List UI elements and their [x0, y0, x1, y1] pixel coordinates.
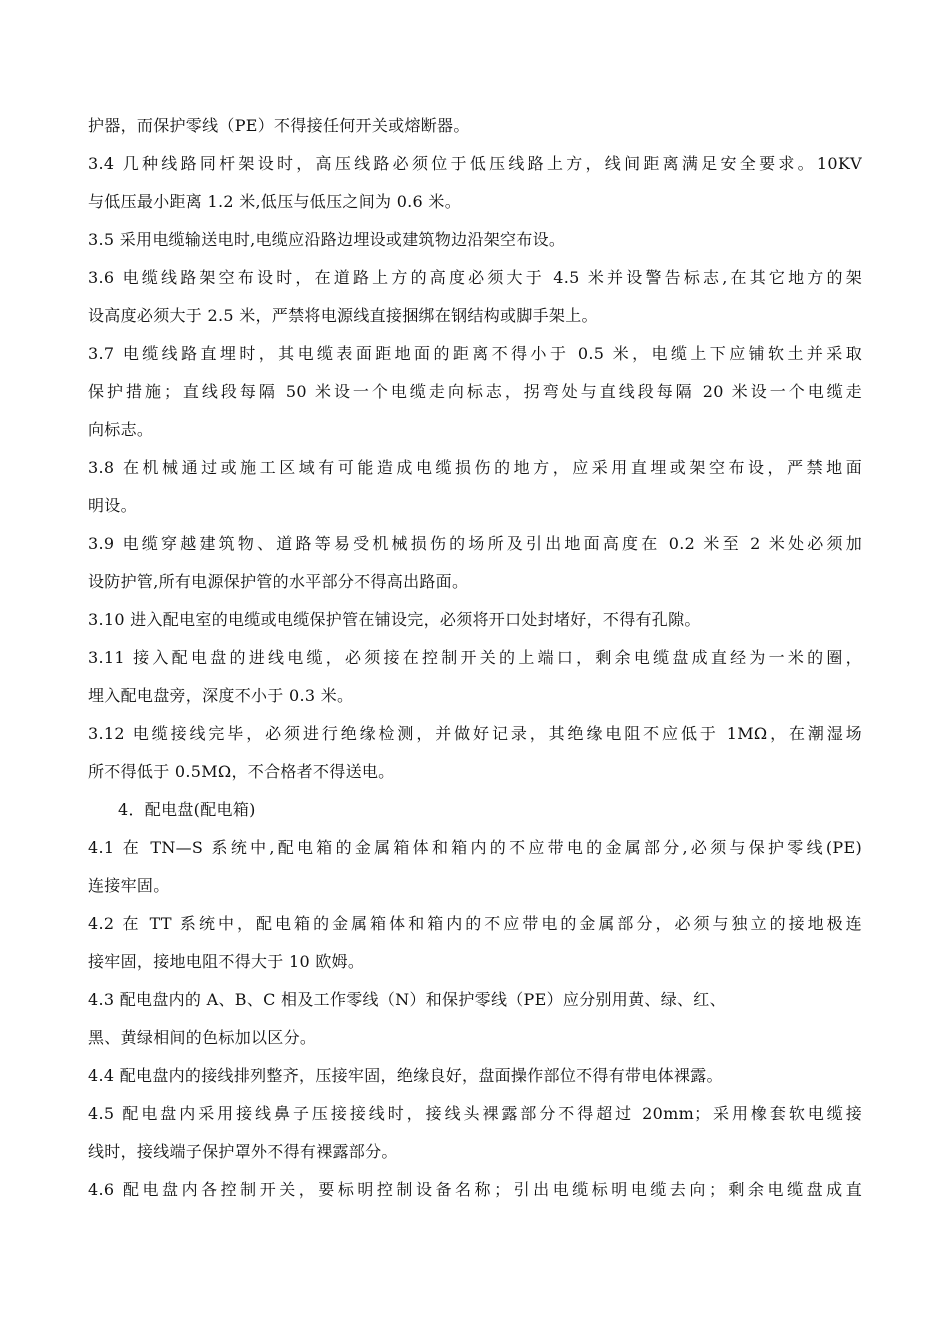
text-line: 3.11 接入配电盘的进线电缆，必须接在控制开关的上端口，剩余电缆盘成直经为一米的圈， [88, 648, 862, 667]
text-line: 与低压最小距离 1.2 米,低压与低压之间为 0.6 米。 [88, 192, 462, 211]
text-line: 4.4 配电盘内的接线排列整齐，压接牢固，绝缘良好，盘面操作部位不得有带电体裸露。 [88, 1066, 723, 1085]
text-line: 3.12 电缆接线完毕，必须进行绝缘检测，并做好记录，其绝缘电阻不应低于 1MΩ，在潮湿场 [88, 724, 862, 743]
text-line: 黑、黄绿相间的色标加以区分。 [88, 1028, 317, 1047]
text-line: 4.3 配电盘内的 A、B、C 相及工作零线（N）和保护零线（PE）应分别用黄、绿、红、 [88, 990, 726, 1009]
text-line: 线时，接线端子保护罩外不得有裸露部分。 [88, 1142, 398, 1161]
text-line: 保护措施；直线段每隔 50 米设一个电缆走向标志，拐弯处与直线段每隔 20 米设一个电缆走 [88, 382, 862, 401]
text-line: 向标志。 [88, 420, 154, 439]
text-line: 设高度必须大于 2.5 米，严禁将电源线直接捆绑在钢结构或脚手架上。 [88, 306, 598, 325]
text-line: 设防护管,所有电源保护管的水平部分不得高出路面。 [88, 572, 469, 591]
text-line: 3.8 在机械通过或施工区域有可能造成电缆损伤的地方，应采用直埋或架空布设，严禁地面 [88, 458, 862, 477]
text-line: 3.4 几种线路同杆架设时，高压线路必须位于低压线路上方，线间距离满足安全要求。10KV [88, 154, 862, 173]
text-line: 3.7 电缆线路直埋时，其电缆表面距地面的距离不得小于 0.5 米，电缆上下应铺软土并采取 [88, 344, 862, 363]
text-line: 3.10 进入配电室的电缆或电缆保护管在铺设完，必须将开口处封堵好，不得有孔隙。 [88, 610, 701, 629]
text-line: 连接牢固。 [88, 876, 170, 895]
text-line: 4.2 在 TT 系统中，配电箱的金属箱体和箱内的不应带电的金属部分，必须与独立的接地极连 [88, 914, 862, 933]
text-line: 4.1 在 TN—S 系统中,配电箱的金属箱体和箱内的不应带电的金属部分,必须与保护零线(PE) [88, 838, 862, 857]
text-line: 明设。 [88, 496, 137, 515]
text-line: 所不得低于 0.5MΩ，不合格者不得送电。 [88, 762, 395, 781]
section-heading: 4．配电盘(配电箱) [118, 800, 256, 819]
text-line: 接牢固，接地电阻不得大于 10 欧姆。 [88, 952, 365, 971]
text-line: 3.9 电缆穿越建筑物、道路等易受机械损伤的场所及引出地面高度在 0.2 米至 2 米处必须加 [88, 534, 862, 553]
text-line: 4.5 配电盘内采用接线鼻子压接接线时，接线头裸露部分不得超过 20mm；采用橡套软电缆接 [88, 1104, 862, 1123]
text-line: 4.6 配电盘内各控制开关，要标明控制设备名称；引出电缆标明电缆去向；剩余电缆盘成直 [88, 1180, 862, 1199]
text-line: 护器，而保护零线（PE）不得接任何开关或熔断器。 [88, 116, 470, 135]
text-line: 埋入配电盘旁，深度不小于 0.3 米。 [88, 686, 354, 705]
text-line: 3.5 采用电缆输送电时,电缆应沿路边埋设或建筑物边沿架空布设。 [88, 230, 566, 249]
text-line: 3.6 电缆线路架空布设时，在道路上方的高度必须大于 4.5 米并设警告标志,在其它地方的架 [88, 268, 862, 287]
